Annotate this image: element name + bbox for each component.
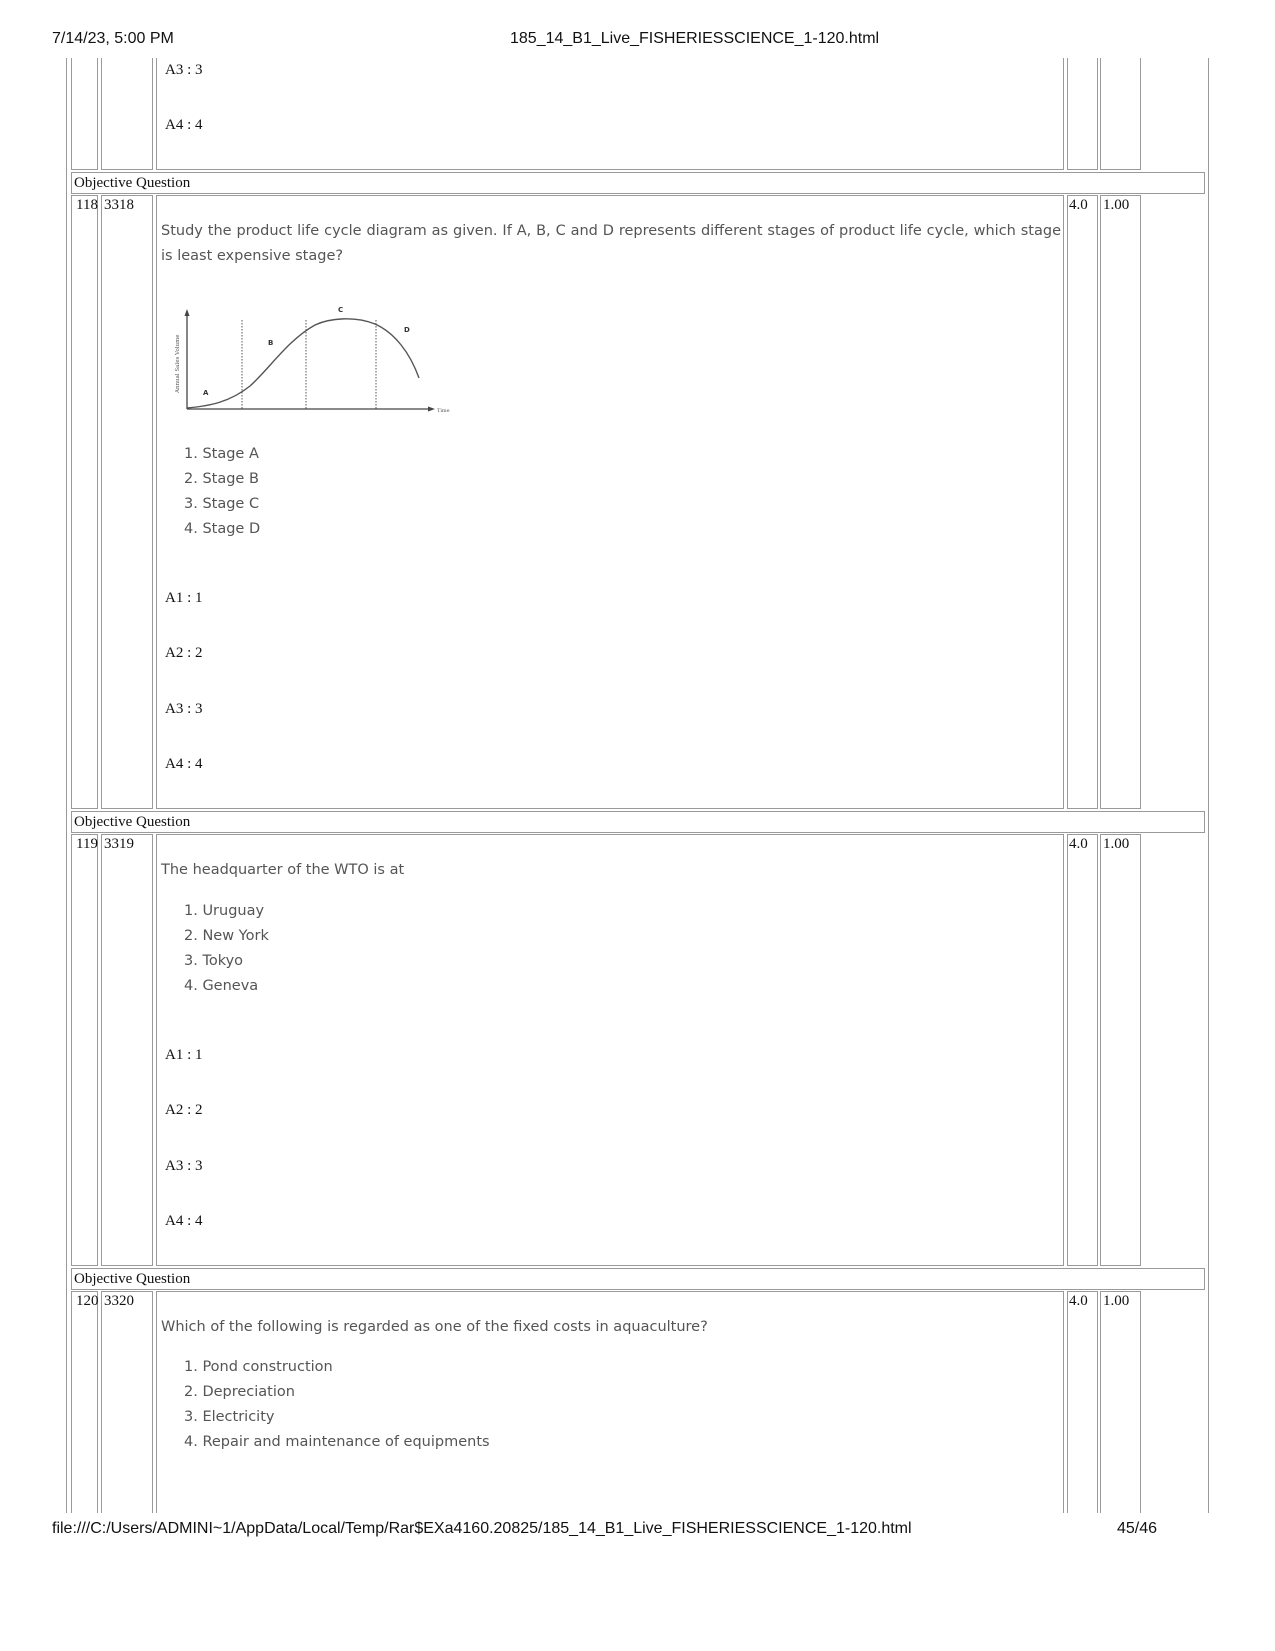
- option-item: 1. Stage A: [184, 446, 259, 462]
- question-number-cell: [71, 1291, 98, 1513]
- answer-option-4: A4 : 4: [165, 756, 203, 772]
- option-item: 2. Depreciation: [184, 1384, 295, 1400]
- answer-option-1: A1 : 1: [165, 1047, 203, 1063]
- option-item: 4. Stage D: [184, 521, 261, 537]
- option-item: 3. Stage C: [184, 496, 260, 512]
- stage-label-b: B: [268, 339, 274, 347]
- prev-neg-cell: [1100, 58, 1141, 170]
- options-list: [184, 1355, 490, 1455]
- answer-option-3: A3 : 3: [165, 701, 203, 717]
- question-type-label: Objective Question: [74, 814, 191, 830]
- answer-option-1: A1 : 1: [165, 590, 203, 606]
- question-text: The headquarter of the WTO is at: [161, 862, 405, 878]
- page-number: 45/46: [1117, 1520, 1158, 1537]
- marks-cell: [1067, 195, 1098, 809]
- marks-value: 4.0: [1069, 836, 1088, 852]
- prev-content-cell: [156, 58, 1064, 170]
- print-datetime: 7/14/23, 5:00 PM: [52, 30, 174, 47]
- negative-marks-cell: [1100, 834, 1141, 1266]
- question-number-cell: [71, 834, 98, 1266]
- file-path-footer: file:///C:/Users/ADMINI~1/AppData/Local/Temp/Rar$EXa4160.20825/185_14_B1_Live_FISHERIESSCIENCE_1-120.html: [52, 1520, 912, 1537]
- option-item: 1. Pond construction: [184, 1359, 333, 1375]
- x-axis-label: Time: [437, 408, 450, 414]
- x-axis-arrow: [428, 407, 435, 412]
- question-text: Study the product life cycle diagram as given. If A, B, C and D represents different stages of product life cycle, which stage is least expensive stage?: [161, 223, 1061, 264]
- option-item: 3. Tokyo: [184, 953, 244, 969]
- question-number: 120: [76, 1293, 99, 1309]
- marks-value: 4.0: [1069, 1293, 1088, 1309]
- answer-option-3: A3 : 3: [165, 1158, 203, 1174]
- question-id-cell: [101, 195, 153, 809]
- question-type-label: Objective Question: [74, 1271, 191, 1287]
- question-content-cell: [156, 834, 1064, 1266]
- question-type-row: [71, 1268, 1205, 1290]
- negative-marks-cell: [1100, 1291, 1141, 1513]
- answer-option-4: A4 : 4: [165, 1213, 203, 1229]
- question-id: 3320: [104, 1293, 134, 1309]
- question-id: 3318: [104, 197, 134, 213]
- answer-option-2: A2 : 2: [165, 645, 203, 661]
- negative-marks-value: 1.00: [1103, 197, 1130, 213]
- negative-marks-cell: [1100, 195, 1141, 809]
- option-item: 1. Uruguay: [184, 903, 265, 919]
- prev-id-cell: [101, 58, 153, 170]
- stage-label-a: A: [203, 389, 209, 397]
- option-item: 2. Stage B: [184, 471, 259, 487]
- prev-marks-cell: [1067, 58, 1098, 170]
- options-list: [184, 442, 260, 542]
- question-type-label: Objective Question: [74, 175, 191, 191]
- question-type-row: [71, 811, 1205, 833]
- option-item: 2. New York: [184, 928, 269, 944]
- stage-label-d: D: [404, 326, 410, 334]
- option-item: 4. Geneva: [184, 978, 259, 994]
- prev-num-cell: [71, 58, 98, 170]
- question-text: Which of the following is regarded as one of the fixed costs in aquaculture?: [161, 1319, 708, 1335]
- product-life-cycle-diagram: [170, 298, 460, 423]
- marks-cell: [1067, 834, 1098, 1266]
- negative-marks-value: 1.00: [1103, 1293, 1130, 1309]
- sales-curve: [187, 319, 419, 408]
- marks-value: 4.0: [1069, 197, 1088, 213]
- question-number: 119: [76, 836, 98, 852]
- stage-label-c: C: [338, 306, 344, 314]
- question-number: 118: [76, 197, 98, 213]
- option-item: 4. Repair and maintenance of equipments: [184, 1434, 490, 1450]
- prev-answer-3: A3 : 3: [165, 62, 203, 78]
- options-list: [184, 899, 269, 999]
- answer-option-2: A2 : 2: [165, 1102, 203, 1118]
- question-content-cell: [156, 195, 1064, 809]
- prev-answer-4: A4 : 4: [165, 117, 203, 133]
- question-type-row: [71, 172, 1205, 194]
- question-id-cell: [101, 1291, 153, 1513]
- question-id-cell: [101, 834, 153, 1266]
- negative-marks-value: 1.00: [1103, 836, 1130, 852]
- document-title: 185_14_B1_Live_FISHERIESSCIENCE_1-120.html: [510, 30, 880, 47]
- question-number-cell: [71, 195, 98, 809]
- y-axis-label: Annual Sales Volume: [175, 334, 181, 393]
- y-axis-arrow: [185, 309, 190, 316]
- option-item: 3. Electricity: [184, 1409, 275, 1425]
- question-id: 3319: [104, 836, 134, 852]
- marks-cell: [1067, 1291, 1098, 1513]
